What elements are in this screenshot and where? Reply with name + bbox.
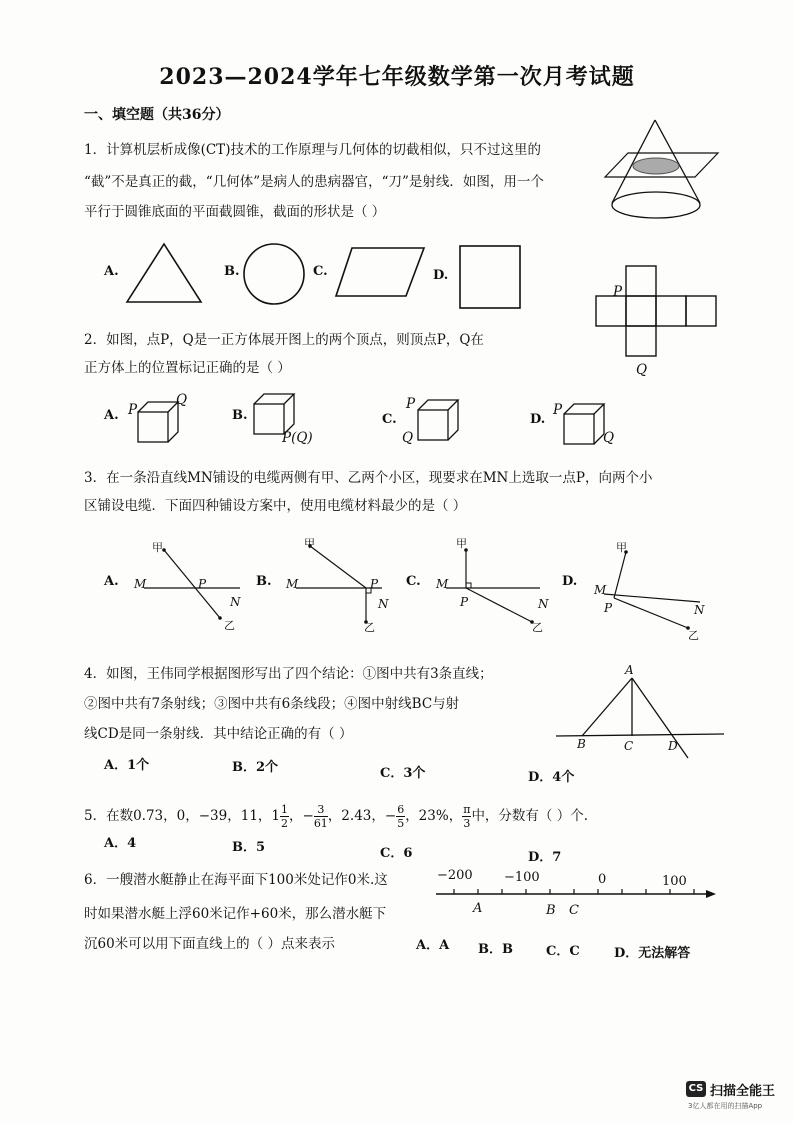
- q6-option-a[interactable]: A．A: [416, 938, 450, 953]
- q1-line3: 平行于圆锥底面的平面截圆锥，截面的形状是（ ）: [84, 204, 386, 220]
- q3d-p: P: [604, 601, 613, 615]
- net-label-p: P: [613, 284, 623, 300]
- q4-label-a: A: [625, 663, 634, 677]
- parallelogram-shape: [334, 246, 426, 298]
- q5-fraction-1: $\frac{1}{2}$: [281, 803, 288, 830]
- q2-option-b[interactable]: B.: [232, 408, 248, 423]
- cube-c-q: Q: [402, 430, 414, 446]
- q1-option-c[interactable]: C.: [313, 264, 328, 279]
- q2-line2: 正方体上的位置标记正确的是（ ）: [84, 360, 291, 376]
- q3b-yi: 乙: [364, 621, 375, 634]
- q4-option-c[interactable]: C．3个: [380, 766, 426, 781]
- point-a: A: [473, 901, 483, 916]
- q5-fraction-4: $\frac{\pi}{3}$: [463, 803, 471, 830]
- q2-option-a[interactable]: A.: [104, 408, 119, 423]
- q3a-jia: 甲: [152, 541, 163, 554]
- q2-option-c[interactable]: C.: [382, 412, 397, 427]
- q3b-n: N: [378, 597, 389, 611]
- cube-c: [416, 398, 462, 444]
- q3c-jia: 甲: [456, 537, 467, 550]
- q1-line1: 1．计算机层析成像(CT)技术的工作原理与几何体的切截相似，只不过这里的: [84, 142, 541, 158]
- q3-figure-b: [282, 538, 402, 638]
- square-shape: [458, 244, 522, 310]
- cube-d-p: P: [553, 402, 563, 418]
- q3-line1: 3．在一条沿直线MN铺设的电缆两侧有甲、乙两个小区，现要求在MN上选取一点P，向两个小: [84, 470, 653, 486]
- scanner-app-name: 扫描全能王: [710, 1084, 776, 1099]
- point-b: B: [546, 903, 556, 918]
- cube-d-q: Q: [603, 430, 615, 446]
- q6-option-c[interactable]: C．C: [546, 944, 580, 959]
- section-heading: 一、填空题（共36分）: [84, 107, 230, 123]
- q5-fraction-3: $\frac{6}{5}$: [397, 803, 405, 830]
- net-label-q: Q: [636, 362, 648, 378]
- q6-option-b[interactable]: B．B: [478, 942, 513, 957]
- q3-line2: 区铺设电缆．下面四种铺设方案中，使用电缆材料最少的是（ ）: [84, 498, 467, 514]
- q5-fraction-2: $\frac{3}{61}$: [313, 803, 328, 830]
- q5-option-a[interactable]: A．4: [104, 836, 137, 851]
- cube-a-p: P: [128, 402, 138, 418]
- q3b-p: P: [370, 577, 379, 591]
- q3c-yi: 乙: [532, 621, 543, 634]
- cube-c-p: P: [406, 396, 416, 412]
- circle-shape: [242, 242, 306, 306]
- q4-option-d[interactable]: D．4个: [528, 770, 575, 785]
- q2-option-d[interactable]: D.: [530, 412, 546, 427]
- q2-line1: 2．如图，点P，Q是一正方体展开图上的两个顶点，则顶点P，Q在: [84, 332, 484, 348]
- cube-b-pq: P(Q): [282, 430, 313, 446]
- q3a-yi: 乙: [224, 619, 235, 632]
- q5-mid: ，2.43，−: [327, 808, 397, 824]
- q3a-m: M: [134, 577, 147, 591]
- q3-option-d[interactable]: D.: [562, 574, 578, 589]
- q6-line1: 6．一艘潜水艇静止在海平面下100米处记作0米.这: [84, 872, 388, 888]
- q4-label-d: D: [668, 739, 678, 753]
- q6-line2: 时如果潜水艇上浮60米记作+60米，那么潜水艇下: [84, 906, 387, 922]
- q4-line3: 线CD是同一条射线．其中结论正确的有（ ）: [84, 726, 353, 742]
- q1-option-b[interactable]: B.: [224, 264, 240, 279]
- q3a-n: N: [230, 595, 241, 609]
- triangle-shape: [124, 242, 204, 304]
- q6-line3: 沉60米可以用下面直线上的（ ）点来表示: [84, 936, 335, 952]
- cone-figure: [600, 115, 730, 225]
- q6-option-d[interactable]: D．无法解答: [614, 946, 691, 961]
- q4-label-b: B: [577, 737, 586, 751]
- point-c: C: [569, 903, 579, 918]
- q3a-p: P: [198, 577, 207, 591]
- q3-option-a[interactable]: A.: [104, 574, 119, 589]
- q5-option-b[interactable]: B．5: [232, 840, 266, 855]
- q3d-yi: 乙: [688, 629, 699, 642]
- q3d-m: M: [594, 583, 607, 597]
- scanner-app-tagline: 3亿人都在用的扫描App: [688, 1102, 763, 1110]
- q3-option-b[interactable]: B.: [256, 574, 272, 589]
- cube-a-q: Q: [176, 392, 188, 408]
- scanner-logo-icon: CS: [686, 1081, 706, 1097]
- q4-label-c: C: [624, 739, 634, 753]
- q3c-n: N: [538, 597, 549, 611]
- q5-mid2: ，23%，: [405, 808, 463, 824]
- page-title: 2023—2024学年七年级数学第一次月考试题: [159, 64, 635, 90]
- q4-option-b[interactable]: B．2个: [232, 760, 279, 775]
- q5-prefix: 5．在数0.73，0，−39，11，1: [84, 808, 280, 824]
- q5-option-d[interactable]: D．7: [528, 850, 562, 865]
- q3d-n: N: [694, 603, 705, 617]
- q3c-m: M: [436, 577, 449, 591]
- tick-zero: 0: [598, 872, 607, 887]
- q5-suffix: 中，分数有（ ）个.: [471, 808, 589, 824]
- cube-d: [562, 402, 608, 448]
- q5-option-c[interactable]: C．6: [380, 846, 413, 861]
- q5-line: [84, 802, 588, 830]
- q4-line2: ②图中共有7条射线；③图中共有6条线段；④图中射线BC与射: [84, 696, 460, 712]
- q3-option-c[interactable]: C.: [406, 574, 421, 589]
- tick-minus-200: −200: [437, 868, 473, 883]
- q5-sep1: ，−: [289, 808, 314, 824]
- q1-option-a[interactable]: A.: [104, 264, 119, 279]
- q3b-jia: 甲: [304, 537, 315, 550]
- q3b-m: M: [286, 577, 299, 591]
- q3c-p: P: [460, 595, 469, 609]
- tick-100: 100: [662, 874, 687, 889]
- q1-line2: “截”不是真正的截，“几何体”是病人的患病器官，“刀”是射线．如图，用一个: [84, 174, 544, 190]
- q1-option-d[interactable]: D.: [433, 268, 449, 283]
- q3d-jia: 甲: [616, 541, 627, 554]
- q4-line1: 4．如图，王伟同学根据图形写出了四个结论：①图中共有3条直线；: [84, 666, 493, 682]
- q4-option-a[interactable]: A．1个: [104, 758, 150, 773]
- tick-minus-100: −100: [504, 870, 540, 885]
